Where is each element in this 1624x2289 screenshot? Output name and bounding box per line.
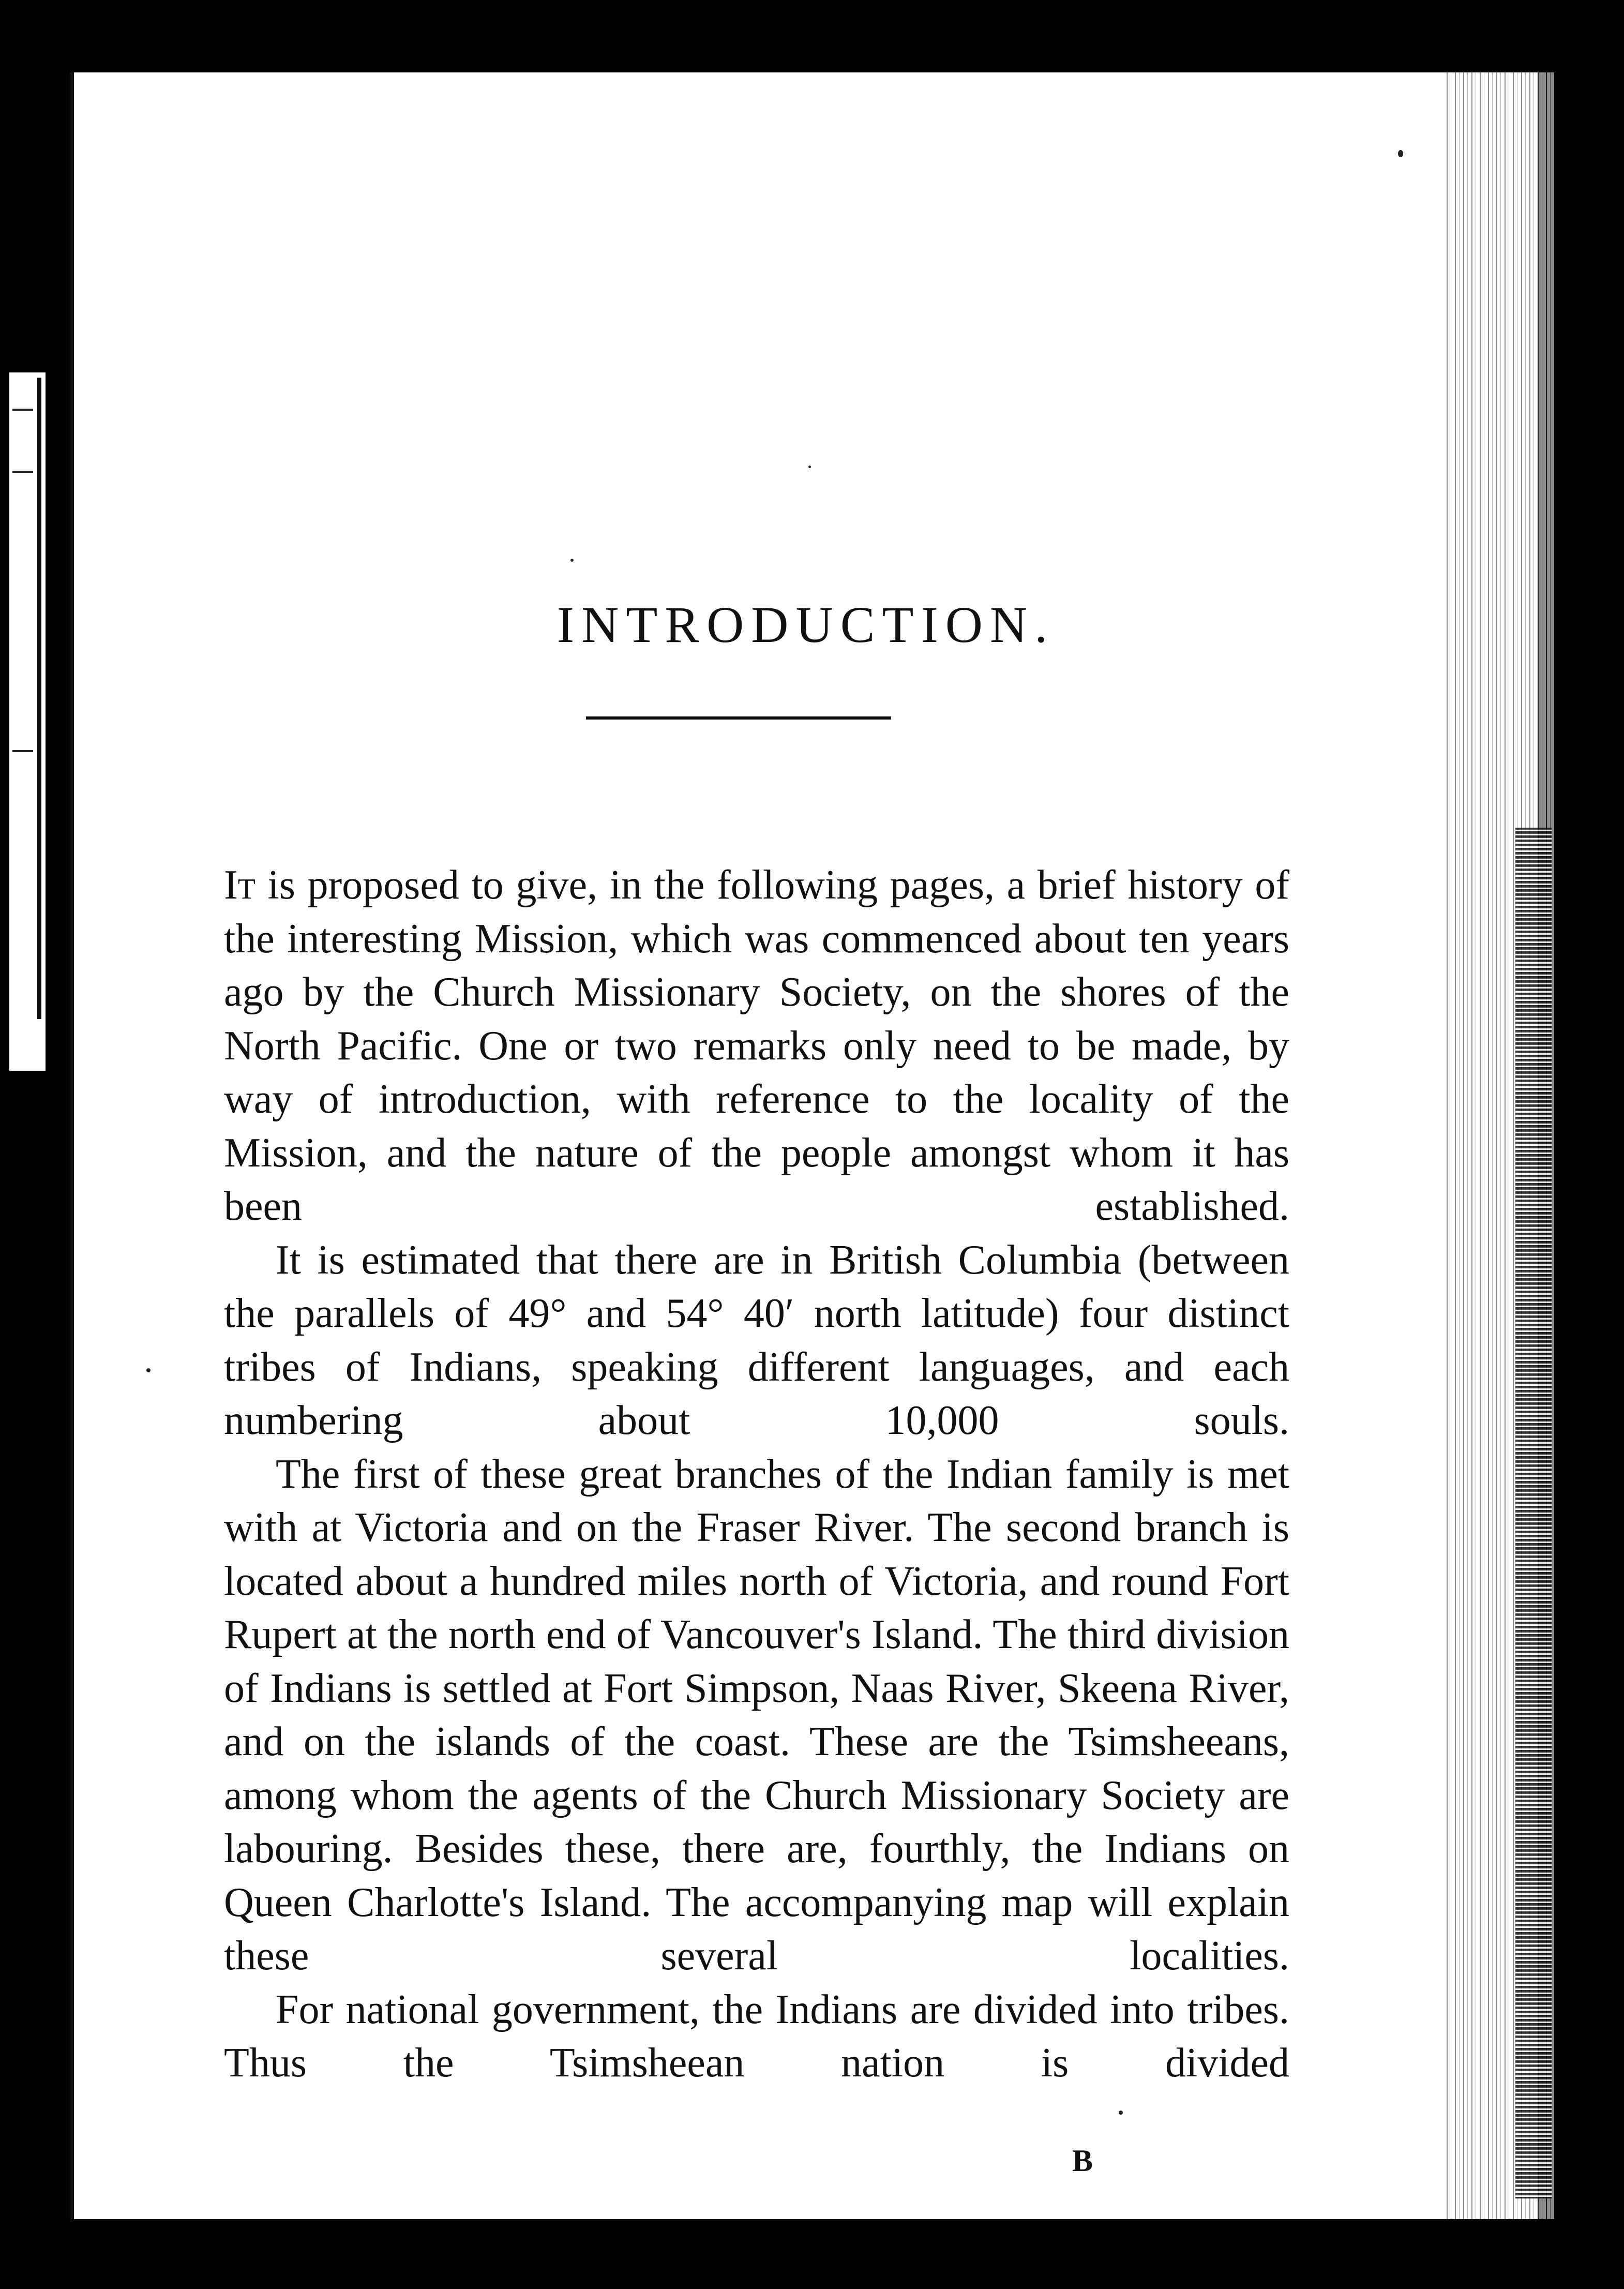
book-page <box>70 72 1538 2219</box>
print-speck <box>1119 2111 1123 2115</box>
paragraph-1 <box>224 859 1289 1234</box>
page-edge-shadow <box>1515 828 1552 2198</box>
print-speck <box>570 559 574 562</box>
paragraph-4: For national government, the Indians are divided into tribes. Thus the Tsimsheean nation is divided <box>224 1986 1289 2086</box>
paragraph-text: is proposed to give, in the following pages, a brief history of the interesting Mission, which was commenced about ten years ago by the Church Missionary Society, on the shores of the North Pacific. One or two remarks only need to be made, by way of introduction, with reference to the locality of the Mission, and the nature of the people amongst whom it has been established. <box>224 862 1289 1229</box>
title-rule <box>586 716 891 720</box>
gutter-mark <box>12 409 33 411</box>
gutter-rule <box>37 378 41 1019</box>
paragraph-3: The first of these great branches of the Indian family is met with at Victoria and on the Fraser River. The second branch is located about a hundred miles north of Victoria, and round Fort Rupert at the north end of Vancouver's Island. The third division of Indians is settled at Fort Simpson, Naas River, Skeena River, and on the islands of the coast. These are the Tsimsheeans, among whom the agents of the Church Missionary Society are labouring. Besides these, there are, fourthly, the Indians on Queen Charlotte's Island. The accompanying map will explain these several localities. <box>224 1451 1289 1979</box>
body-text <box>224 859 1289 2090</box>
facing-page-gutter <box>0 67 57 2230</box>
gutter-mark <box>12 471 33 473</box>
print-speck <box>1398 150 1403 157</box>
paragraph-lead: It <box>224 862 255 908</box>
signature-mark: B <box>1072 2144 1093 2178</box>
gutter-mark <box>12 750 33 752</box>
print-speck <box>808 466 811 468</box>
chapter-title: INTRODUCTION. <box>557 596 1055 653</box>
print-speck <box>146 1368 151 1372</box>
paragraph-2: It is estimated that there are in British Columbia (between the parallels of 49° and 54° 40′ north latitude) four distinct tribes of Indians, speaking different languages, and each numbering about 10,000 souls. <box>224 1237 1289 1443</box>
